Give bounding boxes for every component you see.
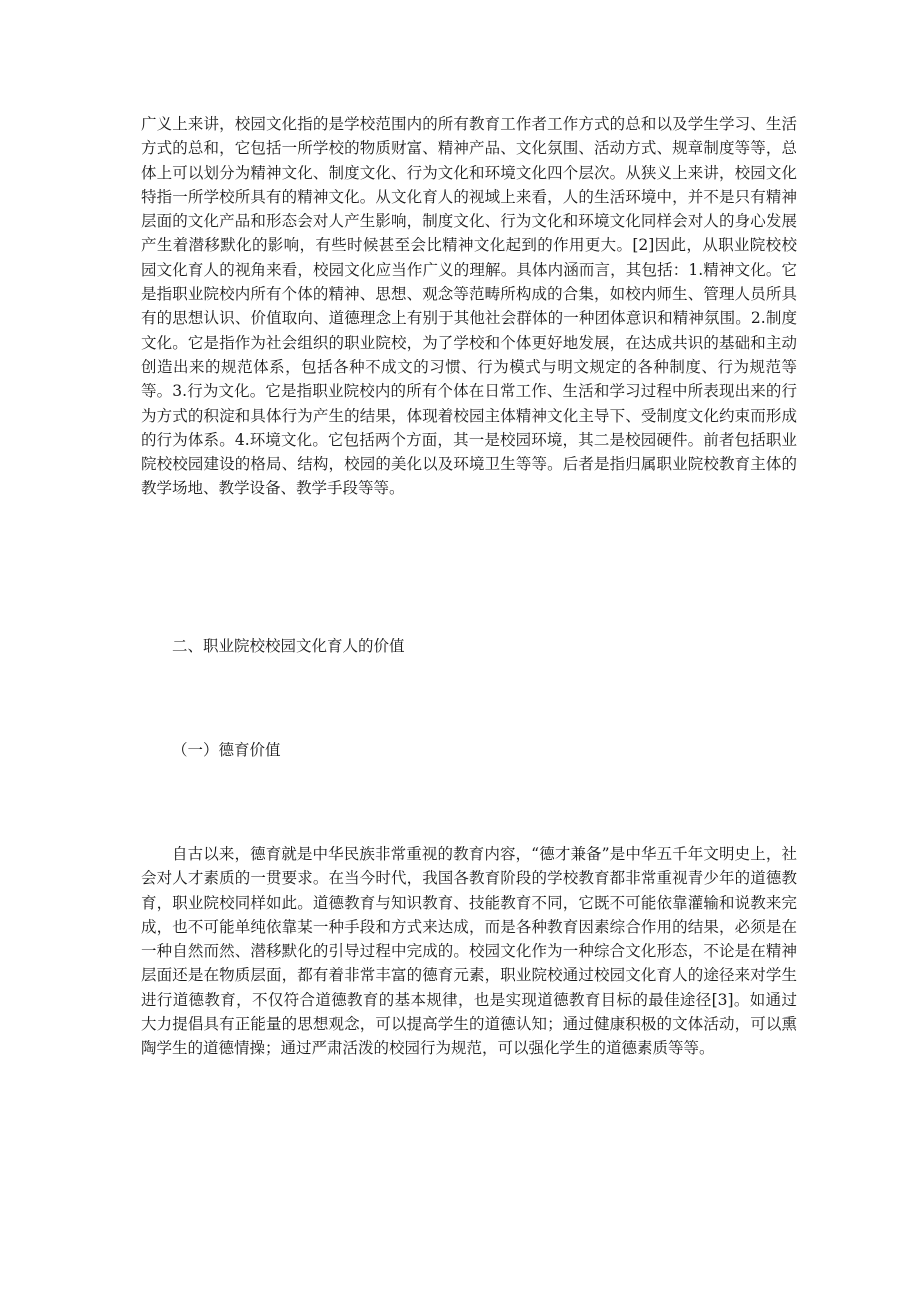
subsection-heading: （一）德育价值 — [172, 741, 281, 759]
section-heading: 二、职业院校校园文化育人的价值 — [172, 637, 405, 655]
body-paragraph-campus-culture-definition: 广义上来讲，校园文化指的是学校范围内的所有教育工作者工作方式的总和以及学生学习、生活方式的总和，它包括一所学校的物质财富、精神产品、文化氛围、活动方式、规章制度等等，总体上可以划分为精神文化、制度文化、行为文化和环境文化四个层次。从狭义上来讲，校园文化特指一所学校所具有的精神文化。从文化育人的视域上来看，人的生活环境中，并不是只有精神层面的文化产品和形态会对人产生影响，制度文化、行为文化和环境文化同样会对人的身心发展产生着潜移默化的影响，有些时候甚至会比精神文化起到的作用更大。[2]因此，从职业院校校园文化育人的视角来看，校园文化应当作广义的理解。具体内涵而言，其包括：1.精神文化。它是指职业院校内所有个体的精神、思想、观念等范畴所构成的合集，如校内师生、管理人员所具有的思想认识、价值取向、道德理念上有别于其他社会群体的一种团体意识和精神氛围。2.制度文化。它是指作为社会组织的职业院校，为了学校和个体更好地发展，在达成共识的基础和主动创造出来的规范体系，包括各种不成文的习惯、行为模式与明文规定的各种制度、行为规范等等。3.行为文化。它是指职业院校内的所有个体在日常工作、生活和学习过程中所表现出来的行为方式的积淀和具体行为产生的结果，体现着校园主体精神文化主导下、受制度文化约束而形成的行为体系。4.环境文化。它包括两个方面，其一是校园环境，其二是校园硬件。前者包括职业院校校园建设的格局、结构，校园的美化以及环境卫生等等。后者是指归属职业院校教育主体的教学场地、教学设备、教学手段等等。 — [141, 115, 797, 498]
body-paragraph-moral-education: 自古以来，德育就是中华民族非常重视的教育内容，“德才兼备”是中华五千年文明史上，社会对人才素质的一贯要求。在当今时代，我国各教育阶段的学校教育都非常重视青少年的道德教育，职业院校同样如此。道德教育与知识教育、技能教育不同，它既不可能依靠灌输和说教来完成，也不可能单纯依靠某一种手段和方式来达成，而是各种教育因素综合作用的结果，必须是在一种自然而然、潜移默化的引导过程中完成的。校园文化作为一种综合文化形态，不论是在精神层面还是在物质层面，都有着非常丰富的德育元素，职业院校通过校园文化育人的途径来对学生进行道德教育，不仅符合道德教育的基本规律，也是实现道德教育目标的最佳途径[3]。如通过大力提倡具有正能量的思想观念，可以提高学生的道德认知；通过健康积极的文体活动，可以熏陶学生的道德情操；通过严肃活泼的校园行为规范，可以强化学生的道德素质等等。 — [141, 845, 797, 1058]
